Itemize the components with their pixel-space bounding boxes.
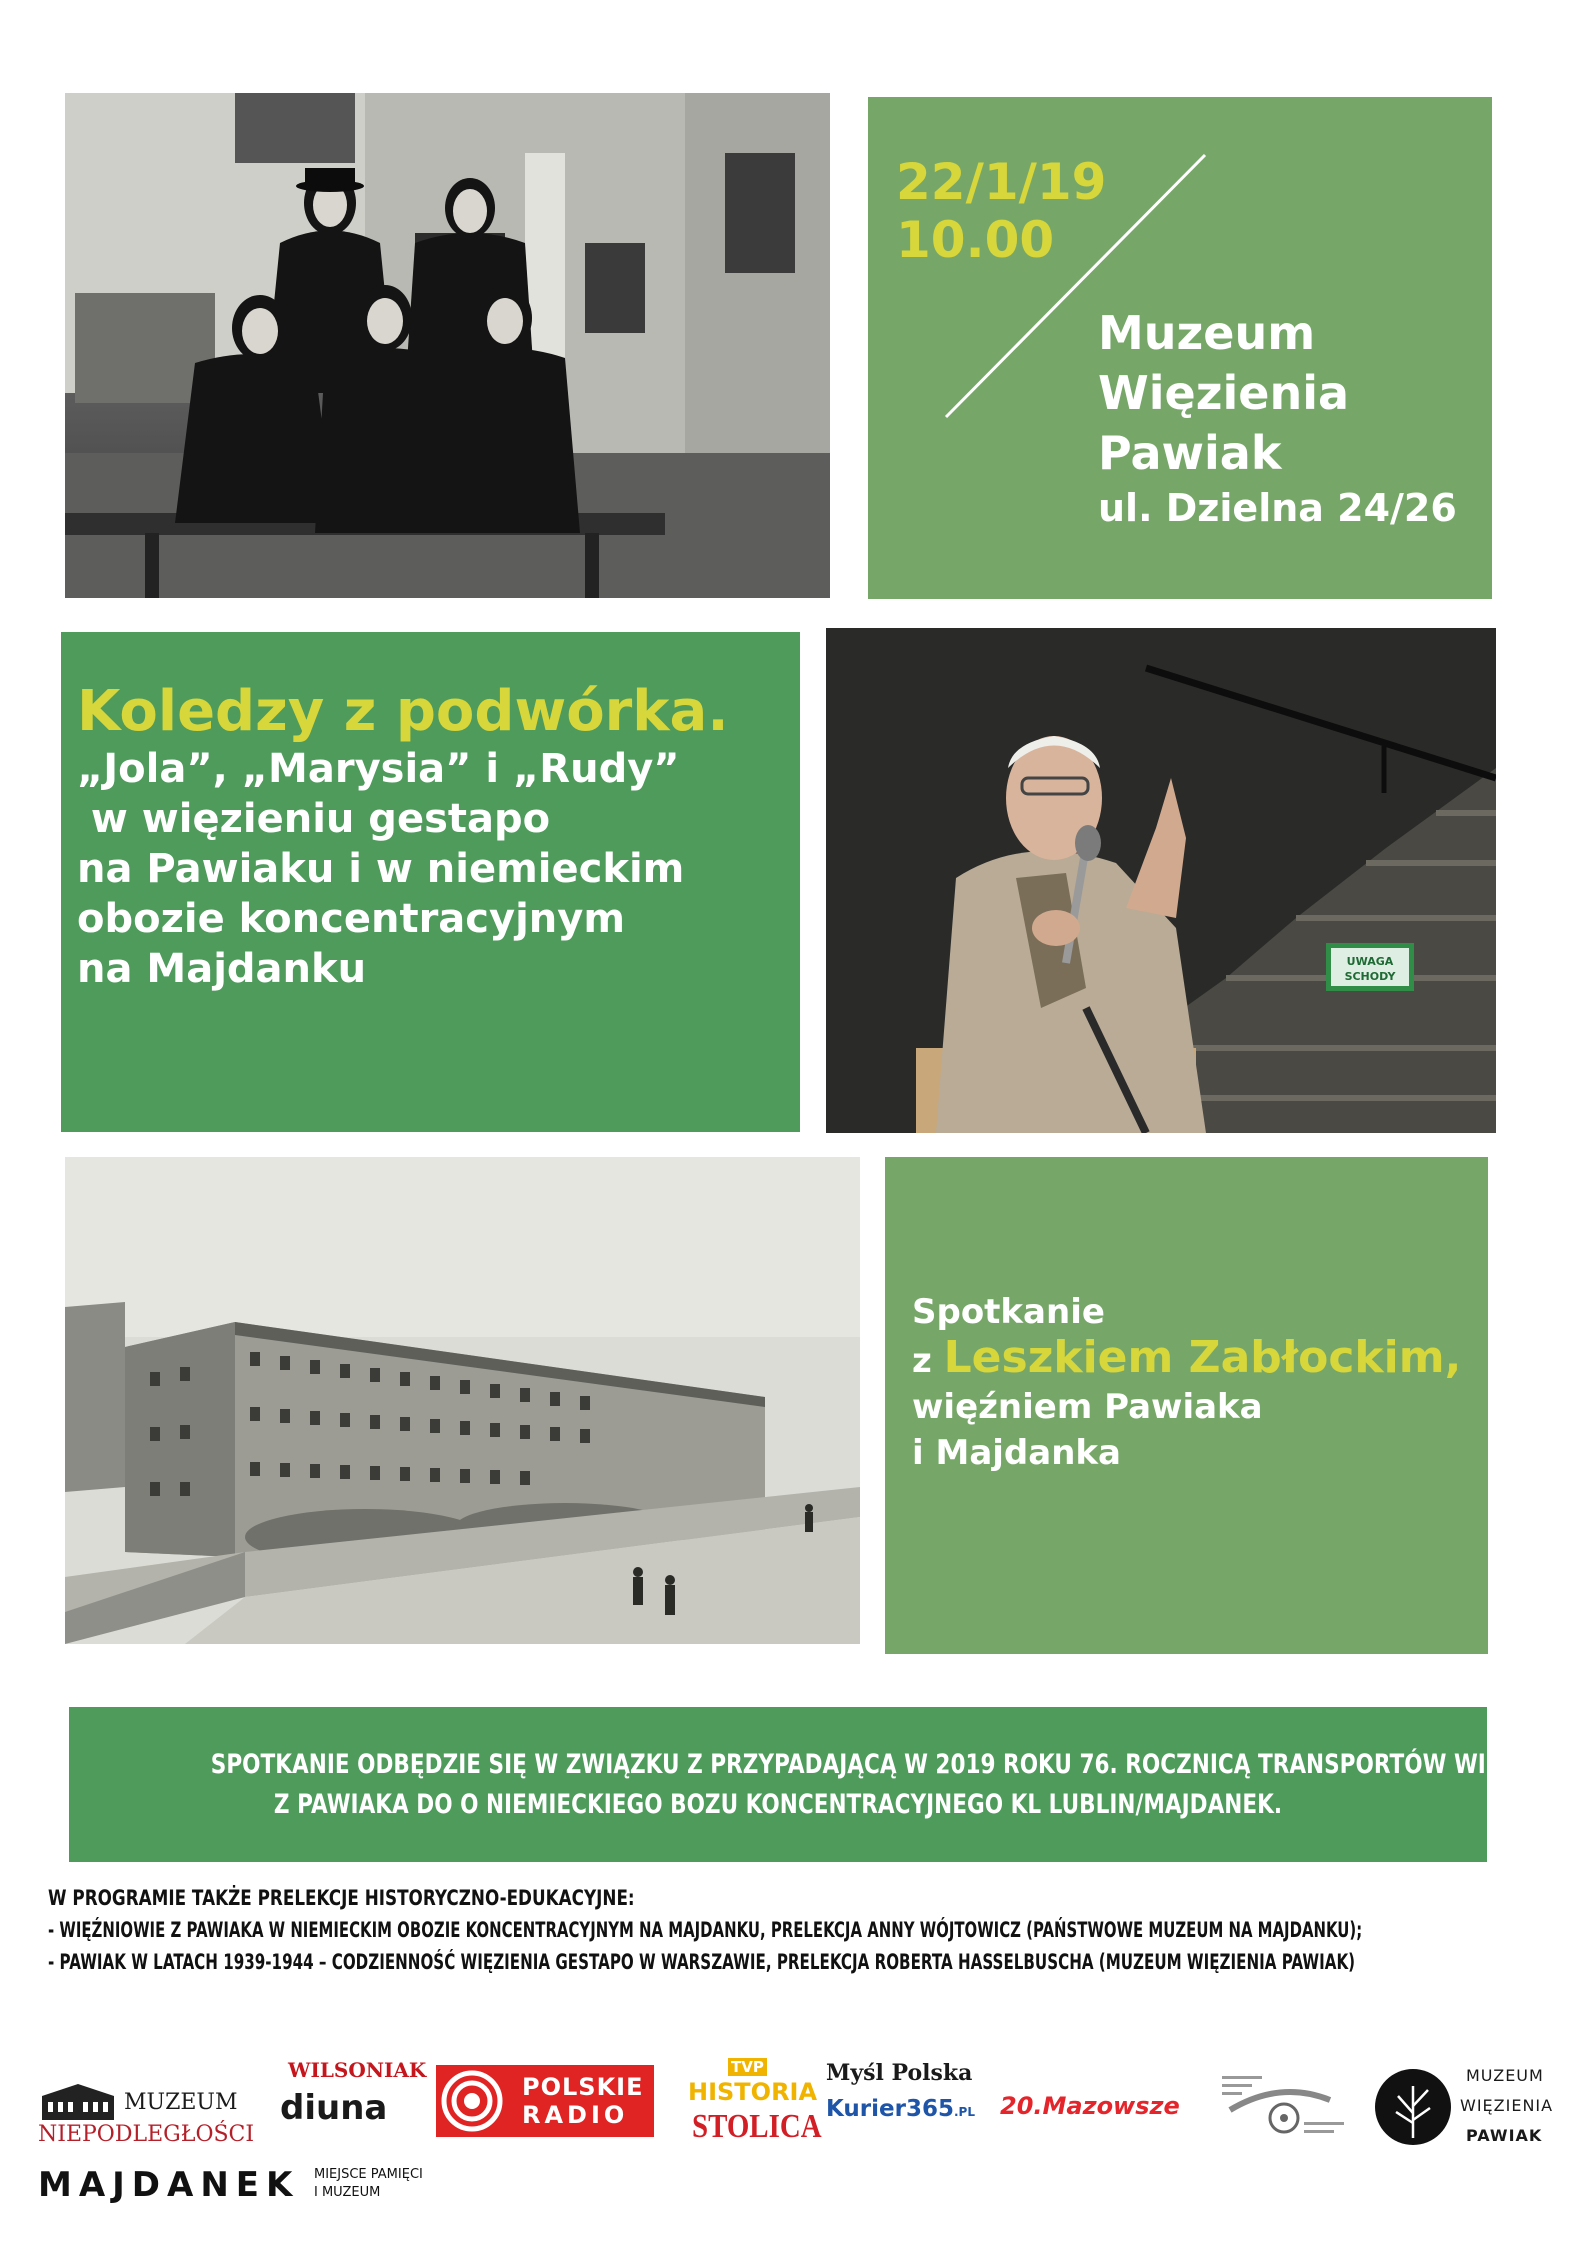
pawiak-logo-line-3: PAWIAK (1466, 2126, 1543, 2145)
venue-address: ul. Dzielna 24/26 (1098, 486, 1457, 530)
speaker-name: Leszkiem Zabłockim, (943, 1332, 1462, 1383)
photo-speaker (826, 628, 1496, 1133)
meeting-panel (885, 1157, 1488, 1654)
kurier-name: Kurier365 (826, 2096, 954, 2122)
logo-muzeum-niepodleglosci (38, 2082, 255, 2162)
pawiak-logo-line-2: WIĘZIENIA (1460, 2096, 1554, 2115)
venue-line-2: Więzienia (1098, 366, 1350, 420)
event-title: Koledzy z podwórka. (77, 679, 729, 744)
pawiak-logo-line-1: MUZEUM (1466, 2066, 1544, 2085)
logo-mysl-polska-kurier (826, 2060, 976, 2140)
event-date: 22/1/19 (896, 153, 1107, 211)
meeting-line-4: i Majdanka (912, 1433, 1121, 1473)
tvp-historia-label: HISTORIA (688, 2078, 818, 2106)
polskie-radio-line-1: POLSKIE (522, 2073, 644, 2101)
logo-majdanek (38, 2163, 458, 2213)
muzeum-niepodleglosci-line-2: NIEPODLEGŁOŚCI (38, 2122, 255, 2147)
program-item-2: - PAWIAK W LATACH 1939-1944 – CODZIENNOŚĆ WIĘZIENIA GESTAPO W WARSZAWIE, PRELEKCJA ROBERTA HASSELBUSCHA (MUZEUM WIĘZIENIA PAWIAK) (48, 1950, 1356, 1974)
polskie-radio-icon (436, 2065, 508, 2137)
kurier-suffix: .PL (953, 2105, 975, 2119)
sign-line-1: UWAGA (1346, 955, 1394, 968)
tvp-badge: TVP (728, 2058, 767, 2076)
majdanek-name: MAJDANEK (38, 2165, 300, 2205)
title-panel (61, 632, 800, 1132)
logo-muzeum-wiezienia-pawiak (1374, 2060, 1554, 2160)
diuna-label: diuna (280, 2088, 388, 2128)
majdanek-line-1: MIEJSCE PAMIĘCI (314, 2167, 423, 2182)
logo-mazowsze (1000, 2086, 1200, 2126)
mazowsze-label: 20.Mazowsze (1000, 2092, 1180, 2120)
logo-tvp-historia-stolica (688, 2058, 822, 2168)
kurier-label (826, 2096, 975, 2122)
title-line-5: na Majdanku (77, 946, 367, 992)
meeting-line-3: więźniem Pawiaka (912, 1387, 1263, 1427)
title-line-3: na Pawiaku i w niemieckim (77, 846, 685, 892)
majdanek-line-2: I MUZEUM (314, 2185, 381, 2200)
logo-film-archive (1220, 2070, 1348, 2140)
photo-group-of-friends (65, 93, 830, 598)
tree-icon (1374, 2068, 1452, 2146)
stolica-label: STOLICA (692, 2108, 822, 2145)
program-heading: W PROGRAMIE TAKŻE PRELEKCJE HISTORYCZNO-EDUKACYJNE: (48, 1886, 635, 1910)
meeting-prefix: z (912, 1341, 944, 1381)
photo-pawiak-building (65, 1157, 860, 1644)
film-reel-icon (1220, 2070, 1348, 2140)
event-info-panel (868, 97, 1492, 599)
program-section (48, 1882, 1548, 1978)
title-line-1: „Jola”, „Marysia” i „Rudy” (77, 746, 680, 792)
polskie-radio-line-2: RADIO (522, 2101, 629, 2129)
mysl-polska-label: Myśl Polska (826, 2060, 973, 2086)
logo-polskie-radio (436, 2065, 654, 2137)
title-line-2: w więzieniu gestapo (77, 796, 551, 842)
program-item-1: - WIĘŹNIOWIE Z PAWIAKA W NIEMIECKIM OBOZIE KONCENTRACYJNYM NA MAJDANKU, PRELEKCJA ANNY WÓJTOWICZ (PAŃSTWOWE MUZEUM NA MAJDANKU); (48, 1918, 1363, 1942)
anniversary-note-panel (69, 1707, 1585, 1862)
logo-wilsoniak-diuna (280, 2058, 427, 2138)
meeting-line-2 (912, 1332, 1462, 1384)
event-time: 10.00 (896, 211, 1055, 269)
note-line-1: SPOTKANIE ODBĘDZIE SIĘ W ZWIĄZKU Z PRZYPADAJĄCĄ W 2019 ROKU 76. ROCZNICĄ TRANSPORTÓW WIĘŹNIÓW (210, 1749, 1585, 1780)
museum-building-icon (38, 2082, 118, 2120)
sign-line-2: SCHODY (1344, 970, 1396, 983)
muzeum-niepodleglosci-line-1: MUZEUM (124, 2090, 238, 2115)
venue-line-1: Muzeum (1098, 306, 1316, 360)
title-line-4: obozie koncentracyjnym (77, 896, 626, 942)
venue-line-3: Pawiak (1098, 426, 1282, 480)
note-line-2: Z PAWIAKA DO O NIEMIECKIEGO BOZU KONCENTRACYJNEGO KL LUBLIN/MAJDANEK. (273, 1789, 1283, 1820)
meeting-line-1: Spotkanie (912, 1292, 1105, 1332)
wilsoniak-label: WILSONIAK (288, 2058, 427, 2082)
